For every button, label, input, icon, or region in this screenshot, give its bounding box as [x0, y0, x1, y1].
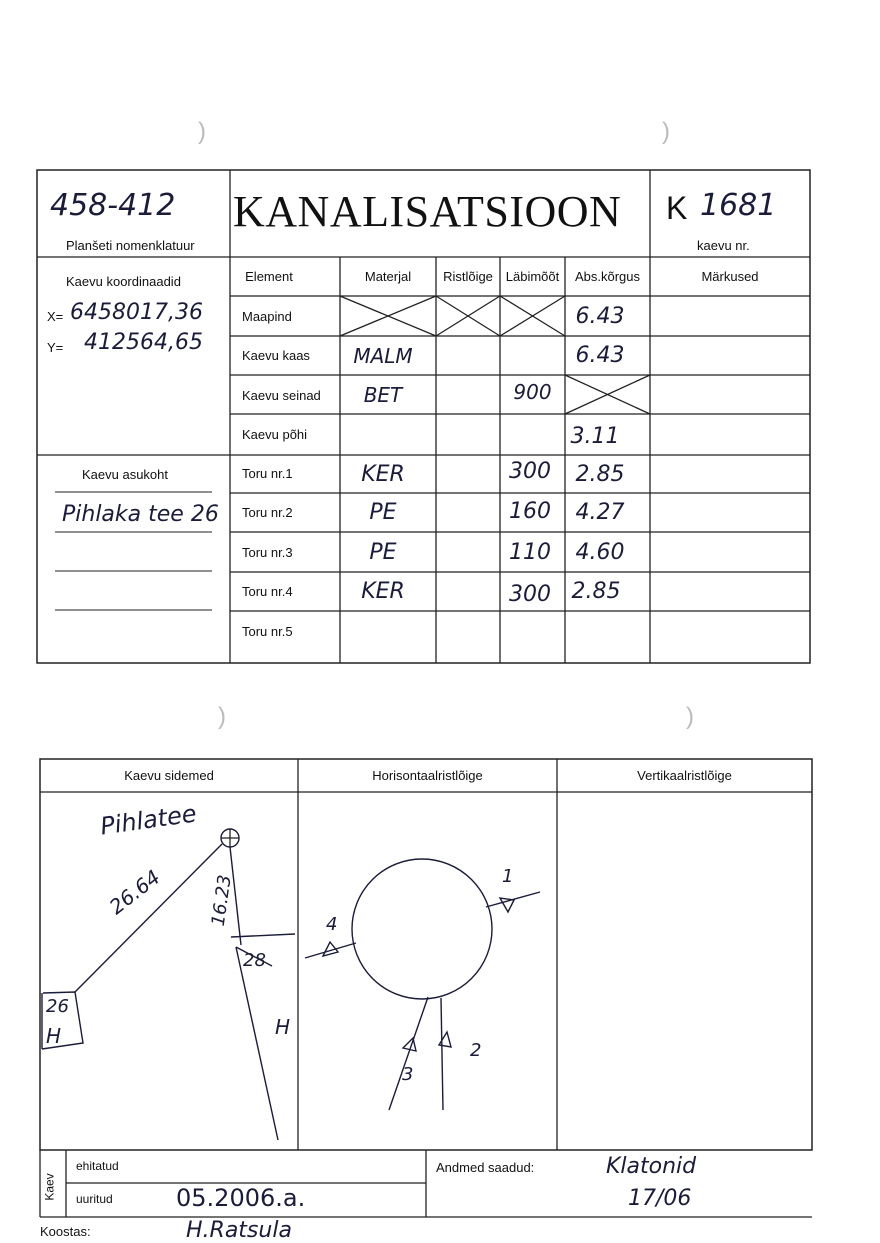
x-prefix: X= [47, 309, 64, 324]
location-value: Pihlaka tee 26 [62, 502, 219, 527]
header-diameter: Läbimõõt [505, 269, 560, 284]
row-diameter: 900 [513, 379, 552, 404]
row-height: 6.43 [575, 303, 625, 329]
pipe-label: 3 [402, 1064, 414, 1085]
header-element: Element [245, 269, 293, 284]
row-height: 2.85 [575, 461, 625, 487]
row-height: 6.43 [575, 343, 625, 368]
sheet-label: Planšeti nomenklatuur [66, 238, 195, 253]
row-element: Toru nr.1 [242, 466, 293, 481]
binder-mark: ) [662, 118, 670, 145]
footer-data-name: Klatonid [606, 1154, 697, 1179]
row-element: Toru nr.5 [242, 624, 293, 639]
horizontal-section [305, 859, 540, 1110]
row-diameter: 300 [509, 458, 551, 484]
well-number-label: kaevu nr. [697, 238, 750, 253]
y-value: 412564,65 [84, 330, 203, 355]
page-title: KANALISATSIOON [233, 187, 622, 236]
footer-side-label: Kaev [42, 1173, 57, 1201]
pipe-label: 1 [502, 866, 514, 887]
header-notes: Märkused [701, 269, 759, 284]
row-element: Toru nr.4 [242, 584, 293, 599]
ties-sketch [42, 829, 295, 1140]
footer-author-label: Koostas: [40, 1224, 91, 1239]
footer-data-label: Andmed saadud: [436, 1160, 535, 1175]
row-material: KER [361, 579, 405, 604]
sketch-street: Pihlatee [98, 799, 199, 841]
sketch-house-letter: H [46, 1024, 62, 1048]
sketch-distance: 26.64 [104, 864, 165, 920]
well-number-prefix: K [666, 190, 688, 226]
sketch-house-letter: H [275, 1015, 291, 1039]
row-height: 3.11 [570, 424, 620, 449]
binder-mark: ) [218, 703, 226, 730]
pipe-label: 4 [326, 914, 338, 935]
footer-author-signature: H.Ratsula [186, 1218, 292, 1243]
row-element: Maapind [242, 309, 292, 324]
row-material: PE [369, 500, 397, 525]
coords-label: Kaevu koordinaadid [66, 274, 181, 289]
y-prefix: Y= [47, 340, 64, 355]
row-material: KER [361, 461, 405, 487]
row-height: 2.85 [571, 579, 621, 604]
sheet-number: 458-412 [50, 188, 176, 223]
binder-mark: ) [198, 118, 206, 145]
header-horizontal: Horisontaalristlõige [372, 768, 483, 783]
row-diameter: 300 [509, 582, 551, 607]
x-value: 6458017,36 [70, 300, 203, 325]
row-material: MALM [353, 343, 413, 368]
row-element: Kaevu seinad [242, 388, 321, 403]
location-label: Kaevu asukoht [82, 467, 169, 482]
row-element: Kaevu kaas [242, 348, 310, 363]
header-cross: Ristlõige [443, 269, 493, 284]
footer-data-date: 17/06 [628, 1186, 692, 1211]
footer-investigated-value: 05.2006.a. [176, 1184, 306, 1212]
row-diameter: 160 [509, 499, 551, 524]
header-height: Abs.kõrgus [574, 269, 641, 284]
footer-investigated-label: uuritud [76, 1192, 113, 1206]
pipe-label: 2 [470, 1040, 482, 1061]
row-material: BET [363, 382, 403, 407]
row-element: Toru nr.2 [242, 505, 293, 520]
row-element: Kaevu põhi [242, 427, 308, 442]
row-material: PE [369, 539, 397, 565]
header-material: Materjal [364, 269, 412, 284]
row-height: 4.27 [575, 500, 625, 525]
row-diameter: 110 [509, 539, 551, 565]
footer-built-label: ehitatud [76, 1159, 119, 1173]
sketch-distance: 16.23 [207, 873, 236, 928]
row-height: 4.60 [575, 539, 625, 565]
binder-mark: ) [686, 703, 694, 730]
row-element: Toru nr.3 [242, 545, 293, 560]
sketch-house-number: 26 [46, 996, 69, 1017]
header-ties: Kaevu sidemed [124, 768, 214, 783]
sketch-house-number: 28 [243, 950, 266, 971]
header-vertical: Vertikaalristlõige [637, 768, 732, 783]
well-number: 1681 [700, 188, 777, 223]
